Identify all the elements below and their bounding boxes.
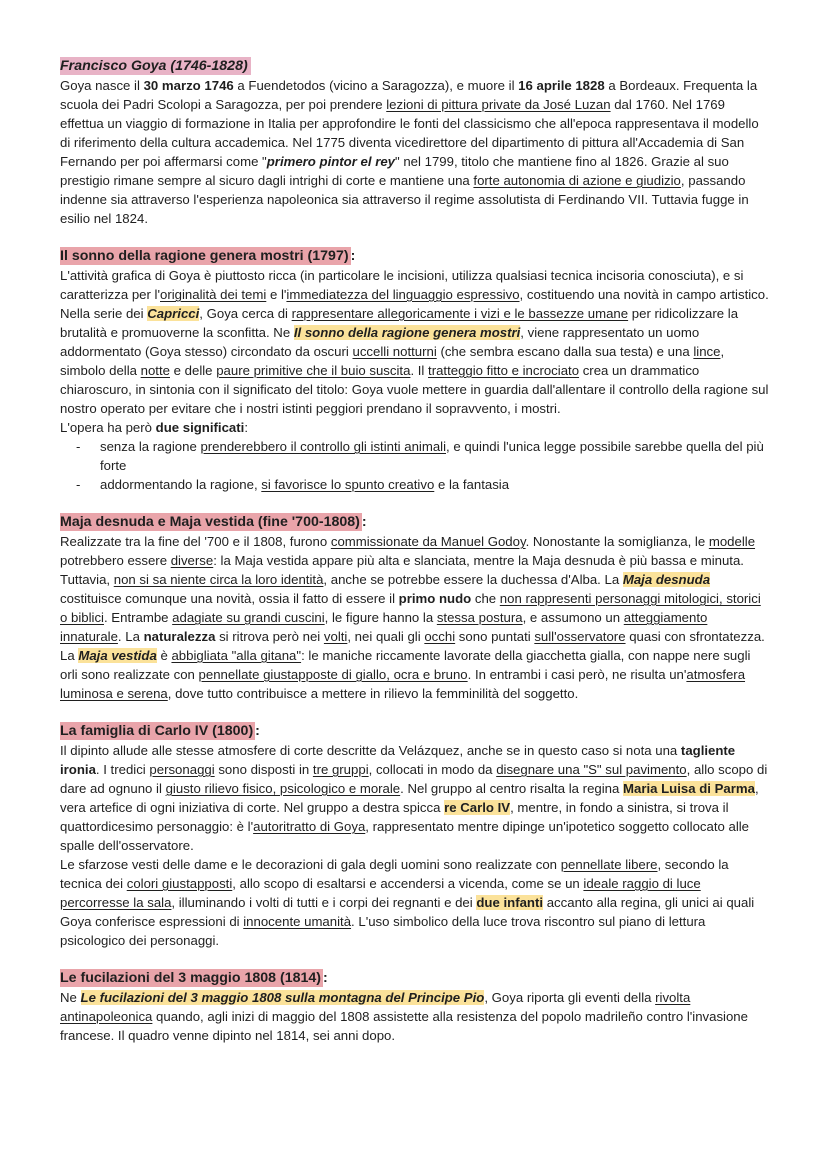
list-item: - addormentando la ragione, si favorisce lo spunto creativo e la fantasia — [100, 475, 770, 494]
section-famiglia-carlo: La famiglia di Carlo IV (1800) : Il dipinto allude alle stesse atmosfere di corte descritte da Velázquez, anche se in questo caso si nota una tagliente ironia. I tredici personaggi sono disposti in tre gruppi, collocati in modo da disegnare una "S" sul pavimento, allo scopo di dare ad ognuno il giusto rilievo fisico, psicologico e morale. Nel gruppo al centro risalta la regina Maria Luisa di Parma, vera artefice di ogni iniziativa di corte. Nel gruppo a destra spicca re Carlo IV, mentre, in fondo a sinistra, si trova il quattordicesimo personaggio: è l'autoritratto di Goya, rappresentato mentre dipinge un'ipotetico soggetto collocato alle spalle dell'osservatore. Le sfarzose vesti delle dame e le decorazioni di gala degli uomini sono realizzate con pennellate libere, secondo la tecnica dei colori giustapposti, allo scopo di esaltarsi e accendersi a vicenda, come se un ideale raggio di luce percorresse la sala, illuminando i volti di tutti e i corpi dei regnanti e dei due infanti accanto alla regina, gli unici ai quali Goya conferisce espressioni di innocente umanità. L'uso simbolico della luce trova riscontro sul piano di lettura psicologico dei personaggi. — [60, 722, 770, 950]
list-item: - senza la ragione prenderebbero il controllo gli istinti animali, e quindi l'unica legge possibile sarebbe quella del più forte — [100, 437, 770, 475]
paragraph: Goya nasce il 30 marzo 1746 a Fuendetodos (vicino a Saragozza), e muore il 16 aprile 1828 a Bordeaux. Frequenta la scuola dei Padri Scolopi a Saragozza, per poi prendere lezioni di pittura private da José Luzan dal 1760. Nel 1769 effettua un viaggio di formazione in Italia per approfondire le fonti del classicismo che all'epoca rappresentava il modello di riferimento della cultura accademica. Nel 1775 diventa vicedirettore del dipartimento di pittura all'Accademia di San Fernando per poi affermarsi come "primero pintor el rey" nel 1799, titolo che mantiene fino al 1826. Grazie al suo prestigio rimane sempre al sicuro dagli intrighi di corte e mantiene una forte autonomia di azione e giudizio, passando indenne sia attraverso l'esperienza napoleonica sia attraverso il regime assolutista di Ferdinando VII. Tuttavia fugge in esilio nel 1824. — [60, 78, 759, 226]
meanings-list — [60, 437, 770, 494]
section-title: Francisco Goya (1746-1828) — [60, 57, 251, 75]
paragraph: La Maja vestida è abbigliata "alla gitana": le maniche riccamente lavorate della giacchetta gialla, con nappe nere sugli orli sono realizzate con pennellate giustapposte di giallo, ocra e bruno. In entrambi i casi però, ne risulta un'atmosfera luminosa e serena, dove tutto contribuisce a mettere in rilievo la femminilità del soggetto. — [60, 648, 751, 701]
paragraph: Realizzate tra la fine del '700 e il 1808, furono commissionate da Manuel Godoy. Nonostante la somiglianza, le modelle potrebbero essere diverse: la Maja vestida appare più alta e slanciata, mentre la Maja desnuda è più bassa e minuta. Tuttavia, non si sa niente circa la loro identità, anche se potrebbe essere la duchessa d'Alba. La Maja desnuda costituisce comunque una novità, ossia il fatto di essere il primo nudo che non rappresenti personaggi mitologici, storici o biblici. Entrambe adagiate su grandi cuscini, le figure hanno la stessa postura, e assumono un atteggiamento innaturale. La naturalezza si ritrova però nei volti, nei quali gli occhi sono puntati sull'osservatore quasi con sfrontatezza. — [60, 534, 765, 644]
section-goya-bio — [60, 57, 770, 228]
section-title: Le fucilazioni del 3 maggio 1808 (1814) — [60, 970, 321, 986]
paragraph: Il dipinto allude alle stesse atmosfere di corte descritte da Velázquez, anche se in questo caso si nota una tagliente ironia. I tredici personaggi sono disposti in tre gruppi, collocati in modo da disegnare una "S" sul pavimento, allo scopo di dare ad ognuno il giusto rilievo fisico, psicologico e morale. Nel gruppo al centro risalta la regina Maria Luisa di Parma, vera artefice di ogni iniziativa di corte. Nel gruppo a destra spicca re Carlo IV, mentre, in fondo a sinistra, si trova il quattordicesimo personaggio: è l'autoritratto di Goya, rappresentato mentre dipinge un'ipotetico soggetto collocato alle spalle dell'osservatore. — [60, 743, 768, 853]
paragraph: Ne Le fucilazioni del 3 maggio 1808 sulla montagna del Principe Pio, Goya riporta gli eventi della rivolta antinapoleonica quando, agli inizi di maggio del 1808 assistette alla resistenza del popolo madrileño contro l'invasione francese. Il quadro venne dipinto nel 1814, sei anni dopo. — [60, 990, 748, 1043]
section-title: Maja desnuda e Maja vestida (fine '700-1808) — [60, 514, 360, 530]
section-sonno-ragione: Il sonno della ragione genera mostri (1797) : L'attività grafica di Goya è piuttosto ricca (in particolare le incisioni, utilizza qualsiasi tecnica incisoria conosciuta), e si caratterizza per l'originalità dei temi e l'immediatezza del linguaggio espressivo, costituendo una novità in campo artistico. Nella serie dei Capricci, Goya cerca di rappresentare allegoricamente i vizi e le bassezze umane per ridicolizzare la brutalità e promuoverne la sconfitta. Ne Il sonno della ragione genera mostri, viene rappresentato un uomo addormentato (Goya stesso) circondato da oscuri uccelli notturni (che sembra escano dalla sua testa) e una lince, simbolo della notte e delle paure primitive che il buio suscita. Il tratteggio fitto e incrociato crea un drammatico chiaroscuro, in sintonia con il significato del titolo: Goya vuole mettere in guardia dall'allentare il controllo della ragione sul nostro operato per evitare che i nostri istinti peggiori prendano il sopravvento, i mostri. L'opera ha però due significati: - senza la ragione prenderebbero il controllo gli istinti animali, e quindi l'unica legge possibile sarebbe quella del più forte - addormentando la ragione, si favorisce lo spunto creativo e la fantasia — [60, 247, 770, 494]
section-title: La famiglia di Carlo IV (1800) — [60, 723, 254, 739]
section-title: Il sonno della ragione genera mostri (1797) — [60, 248, 349, 264]
section-fucilazioni: Le fucilazioni del 3 maggio 1808 (1814) : Ne Le fucilazioni del 3 maggio 1808 sulla montagna del Principe Pio, Goya riporta gli eventi della rivolta antinapoleonica quando, agli inizi di maggio del 1808 assistette alla resistenza del popolo madrileño contro l'invasione francese. Il quadro venne dipinto nel 1814, sei anni dopo. — [60, 969, 770, 1045]
paragraph: Nella serie dei Capricci, Goya cerca di rappresentare allegoricamente i vizi e le bassezze umane per ridicolizzare la brutalità e promuoverne la sconfitta. Ne Il sonno della ragione genera mostri, viene rappresentato un uomo addormentato (Goya stesso) circondato da oscuri uccelli notturni (che sembra escano dalla sua testa) e una lince, simbolo della notte e delle paure primitive che il buio suscita. Il tratteggio fitto e incrociato crea un drammatico chiaroscuro, in sintonia con il significato del titolo: Goya vuole mettere in guardia dall'allentare il controllo della ragione sul nostro operato per evitare che i nostri istinti peggiori prendano il sopravvento, i mostri. — [60, 306, 769, 416]
section-maja: Maja desnuda e Maja vestida (fine '700-1808) : Realizzate tra la fine del '700 e il 1808, furono commissionate da Manuel Godoy. Nonostante la somiglianza, le modelle potrebbero essere diverse: la Maja vestida appare più alta e slanciata, mentre la Maja desnuda è più bassa e minuta. Tuttavia, non si sa niente circa la loro identità, anche se potrebbe essere la duchessa d'Alba. La Maja desnuda costituisce comunque una novità, ossia il fatto di essere il primo nudo che non rappresenti personaggi mitologici, storici o biblici. Entrambe adagiate su grandi cuscini, le figure hanno la stessa postura, e assumono un atteggiamento innaturale. La naturalezza si ritrova però nei volti, nei quali gli occhi sono puntati sull'osservatore quasi con sfrontatezza. La Maja vestida è abbigliata "alla gitana": le maniche riccamente lavorate della giacchetta gialla, con nappe nere sugli orli sono realizzate con pennellate giustapposte di giallo, ocra e bruno. In entrambi i casi però, ne risulta un'atmosfera luminosa e serena, dove tutto contribuisce a mettere in rilievo la femminilità del soggetto. — [60, 513, 770, 703]
paragraph: L'attività grafica di Goya è piuttosto ricca (in particolare le incisioni, utilizza qualsiasi tecnica incisoria conosciuta), e si caratterizza per l'originalità dei temi e l'immediatezza del linguaggio espressivo, costituendo una novità in campo artistico. — [60, 268, 769, 302]
paragraph: L'opera ha però due significati: — [60, 420, 248, 435]
paragraph: Le sfarzose vesti delle dame e le decorazioni di gala degli uomini sono realizzate con pennellate libere, secondo la tecnica dei colori giustapposti, allo scopo di esaltarsi e accendersi a vicenda, come se un ideale raggio di luce percorresse la sala, illuminando i volti di tutti e i corpi dei regnanti e dei due infanti accanto alla regina, gli unici ai quali Goya conferisce espressioni di innocente umanità. L'uso simbolico della luce trova riscontro sul piano di lettura psicologico dei personaggi. — [60, 857, 755, 948]
